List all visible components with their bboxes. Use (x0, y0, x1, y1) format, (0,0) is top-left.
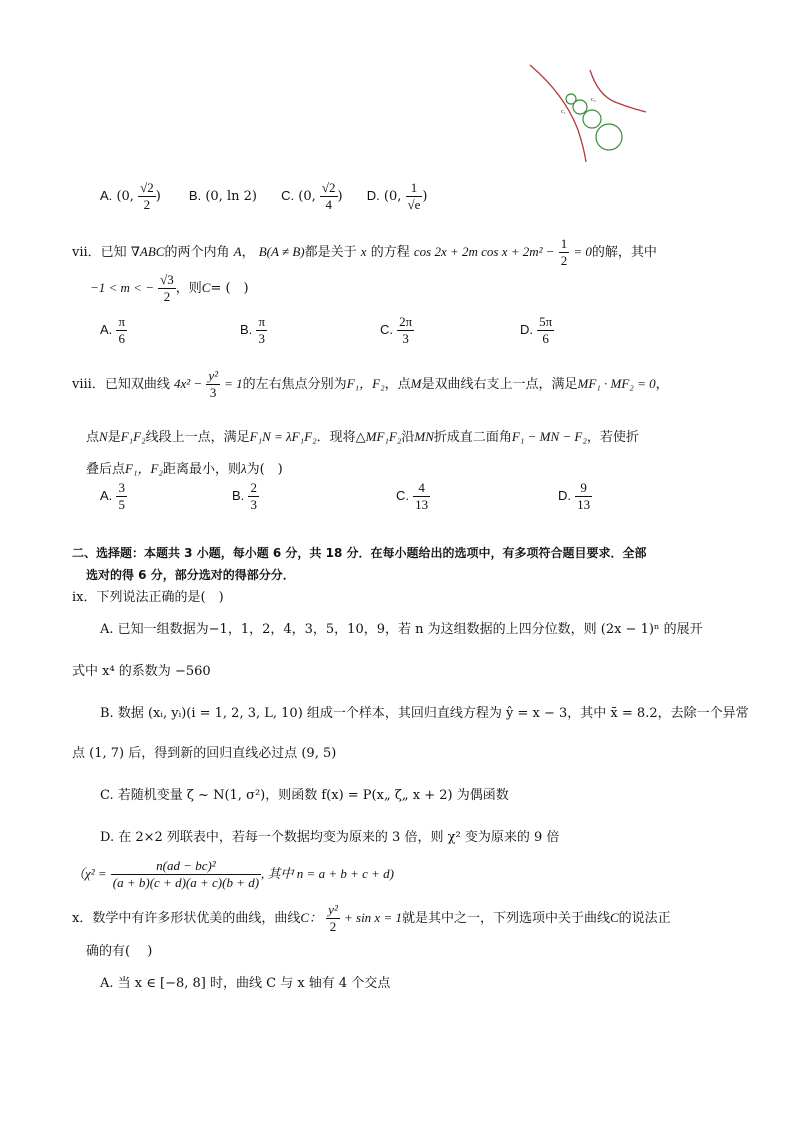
q8-line2-g: ，若使折 (586, 430, 639, 445)
q7-var-c: C (201, 280, 211, 295)
q8-option-a-fraction (116, 480, 127, 513)
q10-curve: C： (300, 910, 323, 925)
q6-option-d-num: 1 (406, 180, 423, 197)
q8-option-a (100, 480, 127, 513)
q9-stem (72, 586, 224, 605)
q10-number: x． (72, 911, 93, 926)
section2-heading-line2: 选对的得 6 分，部分选对的得部分分． (86, 568, 295, 582)
q8-dot-condition: MF₁ · MF₂ = 0 (577, 376, 656, 391)
q8-line2-c: 线段上一点，满足 (145, 430, 250, 445)
q8-stem-4: 是双曲线右支上一点，满足 (421, 377, 578, 392)
q7-var-a: A (233, 244, 242, 259)
q7-stem-7: = ( ) (210, 281, 249, 296)
q7-option-a-den: 6 (118, 331, 125, 346)
q6-options-row (100, 180, 428, 213)
q6-option-c-num: √2 (321, 180, 336, 195)
q8-option-d-label: D. (558, 488, 571, 503)
q9-formula-tail: , 其中 n = a + b + c + d) (261, 866, 394, 881)
q8-dihedral: F₁ − MN − F₂ (511, 429, 587, 444)
q10-eq-suffix: + sin x = 1 (343, 910, 402, 925)
q7-option-c-fraction (397, 314, 414, 347)
q7-option-c-label: C. (380, 322, 393, 337)
q7-condition: −1 < m < − (90, 280, 154, 295)
q8-option-c (396, 480, 430, 513)
circle-label-c1: c₁ (561, 109, 566, 115)
q7-eq-frac-den: 2 (560, 253, 568, 268)
q7-option-b-den: 3 (258, 331, 265, 346)
q6-option-a-den: 2 (143, 197, 151, 212)
q9-option-c: C. 若随机变量 ζ ~ N(1, σ²)，则函数 f(x) = P(x„ ζ„ x + 2) 为偶函数 (100, 788, 509, 803)
q8-vector-condition: F₁N = λF₁F₂ (249, 429, 317, 444)
q10-eq-num: y² (328, 902, 338, 917)
q8-line3-c: 为( ) (246, 462, 283, 477)
q7-option-b-fraction (256, 314, 267, 347)
q7-option-d-den: 6 (542, 331, 549, 346)
q8-line2-d: ．现将 (316, 430, 356, 445)
q9-option-b-line2: 点 (1, 7) 后，得到新的回归直线必过点 (9, 5) (72, 746, 337, 761)
q8-line3 (86, 458, 283, 477)
q6-option-c-label: C. (281, 188, 295, 203)
q8-lambda: λ (240, 461, 247, 476)
q8-option-d (558, 480, 592, 513)
q8-stem-1: 已知双曲线 (104, 377, 170, 392)
q7-option-c-den: 3 (402, 331, 409, 346)
q8-line2-e: 沿 (401, 430, 415, 445)
q7-cond-fraction (158, 272, 176, 305)
q9-option-b-line1: B. 数据 (xᵢ, yᵢ)(i = 1, 2, 3, L, 10) 组成一个样本，其回归直线方程为 ŷ = x − 3，其中 x̄ = 8.2，去除一个异常 (100, 706, 749, 721)
q10-stem-3: 的说法正 (618, 911, 671, 926)
q9-formula-den: (a + b)(c + d)(a + c)(b + d) (112, 875, 260, 890)
q8-option-d-den: 13 (577, 497, 591, 512)
q8-option-c-label: C. (396, 488, 409, 503)
q6-option-a-suffix: ) (155, 189, 161, 204)
q6-option-b (189, 188, 257, 204)
q8-option-b-fraction (248, 480, 259, 513)
q6-option-c-den: 4 (325, 197, 332, 212)
q8-eq-prefix: 4x² − (173, 376, 203, 391)
q8-option-d-num: 9 (575, 480, 592, 497)
q8-foci: F₁，F₂ (346, 376, 385, 391)
q6-option-c (281, 180, 342, 213)
q8-eq-fraction (206, 368, 220, 401)
q8-line2-f: 折成直二面角 (433, 430, 512, 445)
q8-option-b (232, 480, 259, 513)
q7-option-a-label: A. (100, 322, 113, 337)
q7-option-d-label: D. (520, 322, 533, 337)
q6-option-a (100, 180, 161, 213)
q7-sep: ， (241, 245, 255, 260)
q8-eq-den: 3 (209, 385, 217, 400)
q6-option-d-prefix: (0, (383, 189, 402, 204)
q7-triangle: ∇ABC (130, 244, 165, 259)
q8-option-c-num: 4 (413, 480, 430, 497)
q7-option-c (380, 314, 414, 347)
q9-option-a-line1: A. 已知一组数据为−1，1，2，4，3，5，10，9，若 n 为这组数据的上四分位数，则 (2x − 1)ⁿ 的展开 (100, 622, 703, 637)
circle-label-c2: c₂ (591, 97, 596, 103)
q8-number: viii． (72, 377, 105, 392)
q9-number: ix． (72, 590, 97, 605)
q6-option-a-prefix: (0, (116, 189, 134, 204)
q9-formula-fraction (111, 858, 261, 891)
q7-cond-num: √3 (160, 272, 174, 287)
q8-stem-3: ，点 (384, 377, 411, 392)
q7-line2 (90, 272, 249, 305)
circle-3 (583, 110, 601, 128)
q7-stem-2: 的两个内角 (164, 245, 230, 260)
q6-option-d-fraction (406, 180, 423, 213)
q7-stem-3: 都是关于 (304, 245, 357, 260)
q6-option-a-fraction (138, 180, 156, 213)
q8-triangle: △MF₁F₂ (355, 429, 402, 444)
q8-option-a-den: 5 (118, 497, 125, 512)
q7-option-b-label: B. (240, 322, 253, 337)
q7-var-x: x (360, 244, 367, 259)
q8-eq-num: y² (208, 368, 218, 383)
q8-option-d-fraction (575, 480, 592, 513)
q8-option-b-den: 3 (250, 497, 257, 512)
q7-stem-1: 已知 (100, 245, 127, 260)
q7-option-c-num: 2π (399, 314, 413, 329)
q8-option-b-num: 2 (250, 480, 257, 495)
q7-option-d-num: 5π (539, 314, 553, 329)
q9-stem-text: 下列说法正确的是( ) (96, 590, 224, 605)
q8-line1 (72, 368, 669, 401)
q6-option-d-den: √e (407, 197, 421, 212)
q6-option-c-prefix: (0, (298, 189, 316, 204)
q7-equation: cos 2x + 2m cos x + 2m² − (413, 244, 555, 259)
q7-option-a-num: π (118, 314, 126, 329)
q7-eq-frac-num: 1 (560, 236, 568, 251)
q7-option-d (520, 314, 554, 347)
q7-option-a (100, 314, 127, 347)
q6-option-d (367, 180, 428, 213)
q7-stem-4: 的方程 (370, 245, 410, 260)
q10-stem-2: 就是其中之一，下列选项中关于曲线 (401, 911, 610, 926)
q9-option-d: D. 在 2×2 列联表中，若每一个数据均变为原来的 3 倍，则 χ² 变为原来的 9 倍 (100, 830, 560, 845)
q7-option-b-num: π (258, 314, 266, 329)
hyperbola-branch-right (590, 70, 646, 112)
q7-eq-fraction (559, 236, 570, 269)
circle-4 (596, 124, 622, 150)
section2-heading-line1: 二、选择题：本题共 3 小题，每小题 6 分，共 18 分．在每小题给出的选项中，有多项符合题目要求．全部 (72, 546, 647, 560)
q8-option-a-num: 3 (118, 480, 125, 495)
q8-line3-a: 叠后点 (86, 462, 126, 477)
q6-option-a-label: A. (100, 188, 113, 203)
q8-var-m: M (410, 376, 422, 391)
q9-formula (72, 858, 394, 891)
q6-option-b-text: (0, ln 2) (205, 189, 257, 204)
q7-stem-6: ，则 (175, 281, 202, 296)
q8-mn: MN (414, 429, 434, 444)
q10-eq-fraction (326, 902, 340, 935)
q8-segment: F₁F₂ (120, 429, 146, 444)
q9-formula-num: n(ad − bc)² (111, 858, 261, 875)
q6-option-b-label: B. (188, 188, 202, 203)
q6-option-a-num: √2 (140, 180, 154, 195)
q10-eq-den: 2 (329, 919, 337, 934)
q7-number: vii． (72, 245, 101, 260)
hyperbola-circles-figure (520, 60, 655, 165)
q8-eq-suffix: = 1 (224, 376, 243, 391)
q8-line2-a: 点 (86, 430, 100, 445)
q8-line3-points: F₁，F₂ (125, 461, 163, 476)
q10-line1 (72, 902, 671, 935)
q8-option-c-den: 13 (415, 497, 429, 512)
q7-eq-end: = 0 (573, 244, 592, 259)
q8-stem-4b: ， (655, 377, 669, 392)
q6-option-d-label: D. (366, 188, 380, 203)
q8-option-c-fraction (413, 480, 430, 513)
q6-option-d-suffix: ) (422, 189, 428, 204)
q7-option-d-fraction (537, 314, 554, 347)
q8-line2-b: 是 (107, 430, 121, 445)
q8-var-n: N (99, 429, 108, 444)
q10-var-c: C (610, 910, 619, 925)
q6-option-c-fraction (320, 180, 338, 213)
q7-line1 (72, 236, 657, 269)
q8-line3-b: 距离最小，则 (162, 462, 241, 477)
q7-option-a-fraction (116, 314, 127, 347)
q10-line2: 确的有( ) (86, 944, 153, 959)
circle-2 (573, 100, 587, 114)
q9-formula-open: （χ² = (72, 866, 107, 881)
q7-var-b: B(A ≠ B) (258, 244, 305, 259)
q8-line2 (86, 426, 639, 445)
q6-option-c-suffix: ) (337, 189, 343, 204)
q9-option-a-line2: 式中 x⁴ 的系数为 −560 (72, 664, 211, 679)
q7-stem-5: 的解，其中 (591, 245, 657, 260)
q8-option-a-label: A. (100, 488, 113, 503)
q8-stem-2: 的左右焦点分别为 (242, 377, 347, 392)
q7-option-b (240, 314, 267, 347)
q10-option-a: A. 当 x ∈ [−8, 8] 时，曲线 C 与 x 轴有 4 个交点 (100, 976, 391, 991)
q7-cond-den: 2 (163, 289, 171, 304)
q8-option-b-label: B. (232, 488, 245, 503)
q10-stem-1: 数学中有许多形状优美的曲线，曲线 (92, 911, 301, 926)
